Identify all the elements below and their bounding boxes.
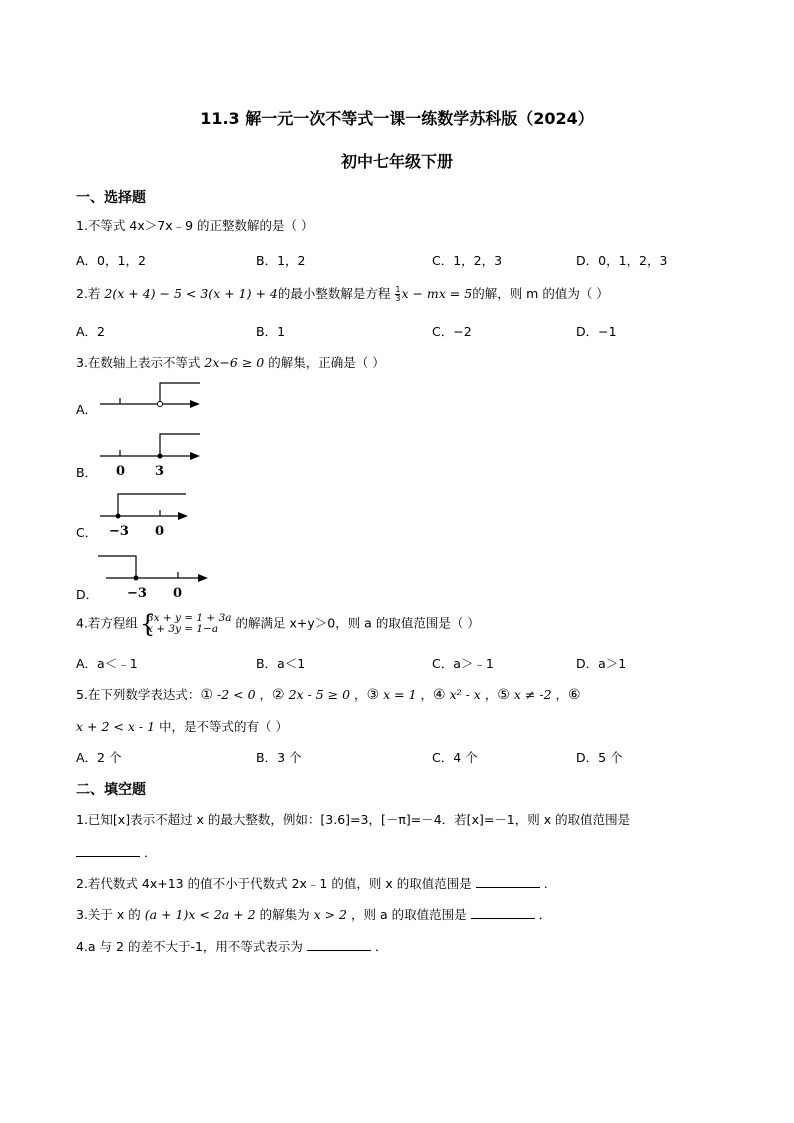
q4-prefix: 4.若方程组 xyxy=(76,615,138,631)
q5-circle-5: ⑤ xyxy=(497,687,510,703)
q5-expr-2: 2x - 5 ≥ 0 xyxy=(288,687,351,702)
fill-2-end: . xyxy=(543,876,548,891)
q4-option-c: C．a＞﹣1 xyxy=(432,656,494,671)
q5-expr-4: x² - x xyxy=(449,687,481,702)
q3-d-label-neg3: −3 xyxy=(127,586,147,601)
q3-number-line-a xyxy=(96,378,206,418)
q3-option-d-letter: D． xyxy=(76,587,99,602)
q4-suffix: 的解满足 x+y＞0，则 a 的取值范围是（ ） xyxy=(235,615,480,631)
document-title: 11.3 解一元一次不等式一课一练数学苏科版（2024） xyxy=(200,109,594,128)
q3-c-label-neg3: −3 xyxy=(109,524,129,539)
q3-b-label-0: 0 xyxy=(116,464,126,478)
fill-4-text: 4.a 与 2 的差不大于-1，用不等式表示为 xyxy=(76,939,303,954)
q5-option-a: A．2 个 xyxy=(76,750,122,765)
q4-option-b: B．a＜1 xyxy=(256,656,306,671)
fill-2-text: 2.若代数式 4x+13 的值不小于代数式 2x﹣1 的值，则 x 的取值范围是 xyxy=(76,876,472,891)
q3-d-label-0: 0 xyxy=(173,586,183,601)
q3-stem-post: 的解集，正确是（ ） xyxy=(268,355,385,370)
q1-option-a: A．0，1，2 xyxy=(76,253,146,268)
q1-option-d: D．0，1，2，3 xyxy=(576,253,668,268)
q3-option-b-letter: B． xyxy=(76,465,98,480)
fill-1-line2 xyxy=(76,843,157,861)
question-1-stem: 1.不等式 4x＞7x﹣9 的正整数解的是（ ） xyxy=(76,218,314,233)
section-heading-choice: 一、选择题 xyxy=(76,190,146,206)
q2-mid: 的最小整数解是方程 xyxy=(277,286,391,301)
section-heading-fill: 二、填空题 xyxy=(76,782,146,798)
q5-line2-text: 中，是不等式的有（ ） xyxy=(159,719,288,734)
q2-fraction xyxy=(395,286,400,303)
question-5-stem: 5.在下列数学表达式：① -2 < 0 ，② 2x - 5 ≥ 0 ，③ x = 1 ，④ x² - x ，⑤ x ≠ -2 ，⑥ xyxy=(76,687,581,703)
q2-prefix: 2.若 xyxy=(76,286,101,301)
fill-4-blank[interactable] xyxy=(307,940,371,951)
q5-expr-5: x ≠ -2 xyxy=(513,687,552,702)
q5-expr-1: -2 < 0 xyxy=(216,687,256,702)
question-4-stem xyxy=(76,610,480,638)
q5-option-b: B．3 个 xyxy=(256,750,302,765)
question-3-stem xyxy=(76,353,385,371)
q5-circle-6: ⑥ xyxy=(568,687,581,703)
q4-option-d: D．a＞1 xyxy=(576,656,627,671)
fill-3-mid: 的解集为 xyxy=(259,907,310,922)
q2-frac-num: 1 xyxy=(395,285,401,294)
q5-circle-3: ③ xyxy=(366,687,380,703)
fill-2 xyxy=(76,874,548,892)
fill-1-blank[interactable] xyxy=(76,846,140,857)
q3-number-line-d xyxy=(96,552,216,602)
q4-eq2: x + 3y = 1−a xyxy=(146,623,219,635)
fill-3-blank[interactable] xyxy=(471,908,535,919)
q5-option-d: D．5 个 xyxy=(576,750,623,765)
fill-3-inequality: (a + 1)x < 2a + 2 xyxy=(144,907,256,922)
fill-2-blank[interactable] xyxy=(476,877,540,888)
fill-1-line1: 1.已知[x]表示不超过 x 的最大整数，例如：[3.6]=3，[－π]=－4．若[x]=－1，则 x 的取值范围是 xyxy=(76,812,631,827)
q5-expr-6: x + 2 < x - 1 xyxy=(76,719,156,734)
q2-option-b: B．1 xyxy=(256,324,286,339)
q2-inequality: 2(x + 4) − 5 < 3(x + 1) + 4 xyxy=(104,286,278,301)
q3-number-line-b xyxy=(96,430,206,478)
brace-icon: { xyxy=(139,610,156,638)
fill-1-end: ． xyxy=(144,845,157,860)
q2-option-a: A．2 xyxy=(76,324,106,339)
q5-circle-4: ④ xyxy=(433,687,446,703)
q3-option-a-letter: A． xyxy=(76,402,98,417)
q5-circle-2: ② xyxy=(272,687,285,703)
q3-inequality: 2x−6 ≥ 0 xyxy=(204,355,265,370)
q4-option-a: A．a＜﹣1 xyxy=(76,656,138,671)
q3-stem-pre: 3.在数轴上表示不等式 xyxy=(76,355,201,370)
q5-expr-3: x = 1 xyxy=(383,687,417,702)
fill-3-pre: 3.关于 x 的 xyxy=(76,907,141,922)
document-subtitle: 初中七年级下册 xyxy=(340,152,453,171)
fill-3-solution: x > 2 xyxy=(313,907,348,922)
q5-option-c: C．4 个 xyxy=(432,750,478,765)
q3-c-label-0: 0 xyxy=(155,524,165,539)
q4-eq1: 3x + y = 1 + 3a xyxy=(146,612,232,624)
q5-prefix: 5.在下列数学表达式： xyxy=(76,687,201,702)
q2-option-d: D．−1 xyxy=(576,324,617,339)
q2-suffix: 的解，则 m 的值为（ ） xyxy=(472,286,609,301)
q3-option-c-letter: C． xyxy=(76,525,98,540)
q2-equation: x − mx = 5 xyxy=(401,286,473,301)
q5-circle-1: ① xyxy=(200,687,213,703)
q1-option-c: C．1，2，3 xyxy=(432,253,503,268)
q1-option-b: B．1，2 xyxy=(256,253,306,268)
question-5-line2 xyxy=(76,717,288,735)
fill-3 xyxy=(76,905,551,923)
fill-3-post: ，则 a 的取值范围是 xyxy=(351,907,467,922)
q3-number-line-c xyxy=(96,490,206,540)
fill-4 xyxy=(76,937,387,955)
q4-equation-system xyxy=(139,610,232,638)
question-2-stem xyxy=(76,284,609,303)
fill-3-end: ． xyxy=(538,907,552,922)
q2-option-c: C．−2 xyxy=(432,324,472,339)
fill-4-end: ． xyxy=(374,939,388,954)
q2-frac-den: 3 xyxy=(395,294,401,303)
q3-b-label-3: 3 xyxy=(155,464,165,478)
